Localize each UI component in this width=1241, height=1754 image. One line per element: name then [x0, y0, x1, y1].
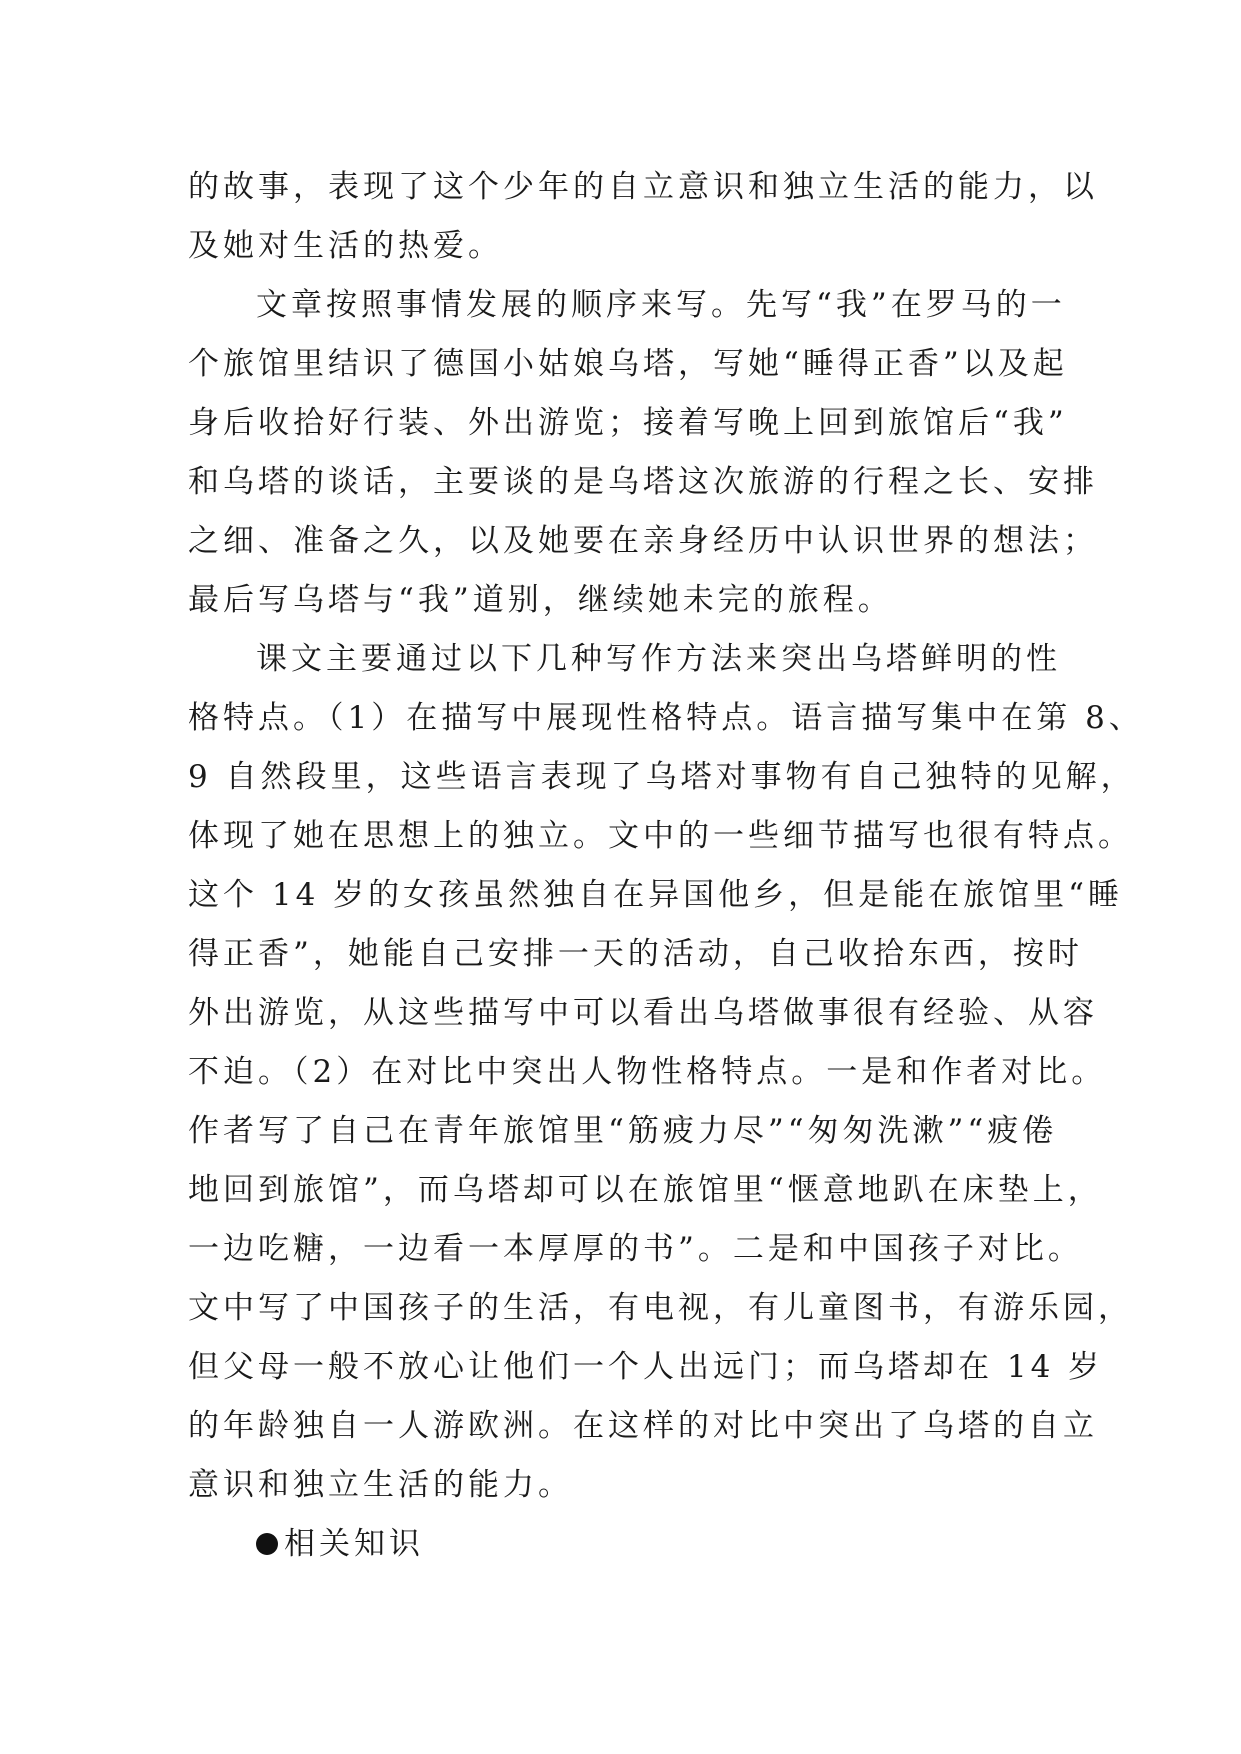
body-text [188, 158, 1144, 1574]
text-line: 体现了她在思想上的独立。文中的一些细节描写也很有特点。 [188, 818, 1133, 854]
text-line: 格特点。（1）在描写中展现性格特点。语言描写集中在第 8、 [188, 700, 1144, 736]
text-line: 9 自然段里，这些语言表现了乌塔对事物有自己独特的见解， [188, 759, 1136, 795]
text-line: 但父母一般不放心让他们一个人出远门；而乌塔却在 14 岁 [188, 1349, 1104, 1385]
paragraph-start-line: 文章按照事情发展的顺序来写。先写“我”在罗马的一 [256, 287, 1066, 323]
black-circle-bullet-icon [256, 1533, 278, 1555]
text-line: 作者写了自己在青年旅馆里“筋疲力尽”“匆匆洗漱”“疲倦 [188, 1113, 1058, 1149]
text-line: 外出游览，从这些描写中可以看出乌塔做事很有经验、从容 [188, 995, 1098, 1031]
section-heading-label: 相关知识 [284, 1526, 424, 1562]
text-line: 意识和独立生活的能力。 [188, 1467, 573, 1503]
text-line: 这个 14 岁的女孩虽然独自在异国他乡，但是能在旅馆里“睡 [188, 877, 1123, 913]
text-line: 的年龄独自一人游欧洲。在这样的对比中突出了乌塔的自立 [188, 1408, 1098, 1444]
text-line: 个旅馆里结识了德国小姑娘乌塔，写她“睡得正香”以及起 [188, 346, 1068, 382]
text-line: 的故事，表现了这个少年的自立意识和独立生活的能力，以 [188, 169, 1098, 205]
text-line: 和乌塔的谈话，主要谈的是乌塔这次旅游的行程之长、安排 [188, 464, 1098, 500]
text-line: 之细、准备之久，以及她要在亲身经历中认识世界的想法； [188, 523, 1098, 559]
section-heading [188, 1515, 1048, 1574]
text-line: 最后写乌塔与“我”道别，继续她未完的旅程。 [188, 582, 893, 618]
text-line: 身后收拾好行装、外出游览；接着写晚上回到旅馆后“我” [188, 405, 1068, 441]
text-line: 及她对生活的热爱。 [188, 228, 503, 264]
text-line: 得正香”，她能自己安排一天的活动，自己收拾东西，按时 [188, 936, 1083, 972]
text-line: 文中写了中国孩子的生活，有电视，有儿童图书，有游乐园， [188, 1290, 1133, 1326]
text-line: 一边吃糖，一边看一本厚厚的书”。二是和中国孩子对比。 [188, 1231, 1083, 1267]
paragraph-start-line: 课文主要通过以下几种写作方法来突出乌塔鲜明的性 [256, 641, 1061, 677]
text-line: 不迫。（2）在对比中突出人物性格特点。一是和作者对比。 [188, 1054, 1107, 1090]
text-line: 地回到旅馆”，而乌塔却可以在旅馆里“惬意地趴在床垫上， [188, 1172, 1103, 1208]
